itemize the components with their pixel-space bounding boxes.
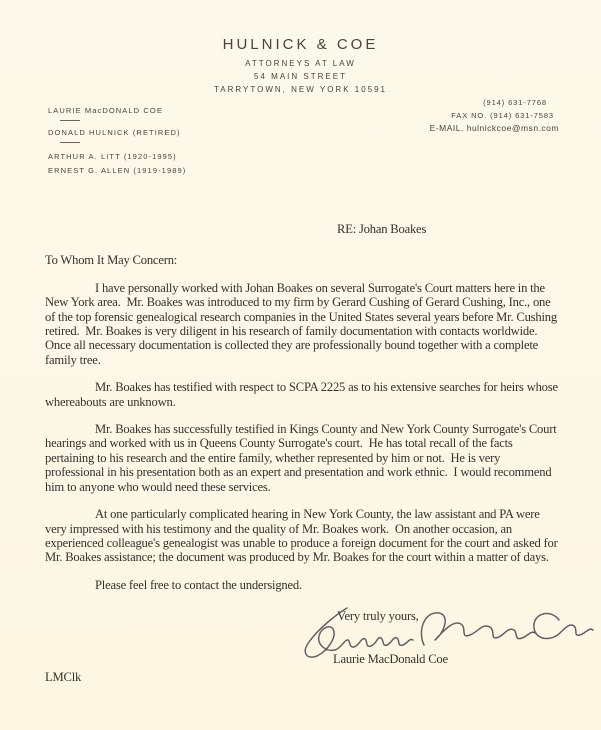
salutation: To Whom It May Concern: — [45, 253, 178, 268]
attorney-list — [48, 106, 186, 175]
firm-street-address: 54 MAIN STREET — [254, 72, 347, 81]
email-address: E-MAIL. hulnickcoe@msn.com — [429, 123, 559, 133]
re-line: RE: Johan Boakes — [337, 222, 427, 236]
body-paragraph-3: Mr. Boakes has successfully testified in Kings County and New York County Surrogate's Court hearings and worked with us in Queens County Surrogate's court. He has total recall of the facts pertaining to his research and the entire family, whether represented by him or not. He is very professional in his presentation both as an expert and presentation and work ethnic. I would recommend him to anyone who would need these services. — [45, 422, 560, 494]
phone-number: (914) 631-7768 — [483, 98, 547, 107]
body-paragraph-4: At one particularly complicated hearing in New York County, the law assistant and PA were very impressed with his testimony and the quality of Mr. Boakes work. On another occasion, an experienced colleague's genealogist was unable to produce a foreign document for the court and asked for Mr. Boakes assistance; the document was produced by Mr. Boakes for the court within a matter of days. — [45, 507, 561, 565]
signature-typed-name: Laurie MacDonald Coe — [333, 652, 448, 666]
divider-rule — [60, 120, 80, 121]
attorney-name: DONALD HULNICK (RETIRED) — [48, 128, 181, 137]
divider-rule — [60, 142, 80, 143]
contact-block — [430, 97, 559, 135]
closing-phrase: Very truly yours, — [337, 609, 419, 623]
typist-initials: LMClk — [45, 670, 82, 684]
attorney-name: ARTHUR A. LITT (1920-1995) — [48, 152, 177, 161]
body-paragraph-2: Mr. Boakes has testified with respect to SCPA 2225 as to his extensive searches for heirs whose whereabouts are unknown. — [45, 380, 561, 409]
firm-name: HULNICK & COE — [222, 36, 379, 53]
letter-body — [45, 222, 562, 592]
letterhead — [0, 36, 601, 94]
firm-city-address: TARRYTOWN, NEW YORK 10591 — [214, 85, 387, 94]
firm-subtitle: ATTORNEYS AT LAW — [245, 59, 356, 68]
body-paragraph-5: Please feel free to contact the undersigned. — [95, 577, 302, 592]
fax-number: FAX NO. (914) 631-7583 — [451, 110, 554, 120]
attorney-name: LAURIE MacDONALD COE — [48, 106, 163, 115]
attorney-name: ERNEST G. ALLEN (1919-1989) — [48, 166, 187, 175]
body-paragraph-1: I have personally worked with Johan Boakes on several Surrogate's Court matters here in the New York area. Mr. Boakes was introduced to my firm by Gerard Cushing of Gerard Cushing, Inc., one of the top forensic genealogical research companies in the United States several years before Mr. Cushing retired. Mr. Boakes is very diligent in his research of family documentation with contacts worldwide. Once all necessary documentation is collected they are professionally bound together with a complete family tree. — [45, 280, 560, 367]
